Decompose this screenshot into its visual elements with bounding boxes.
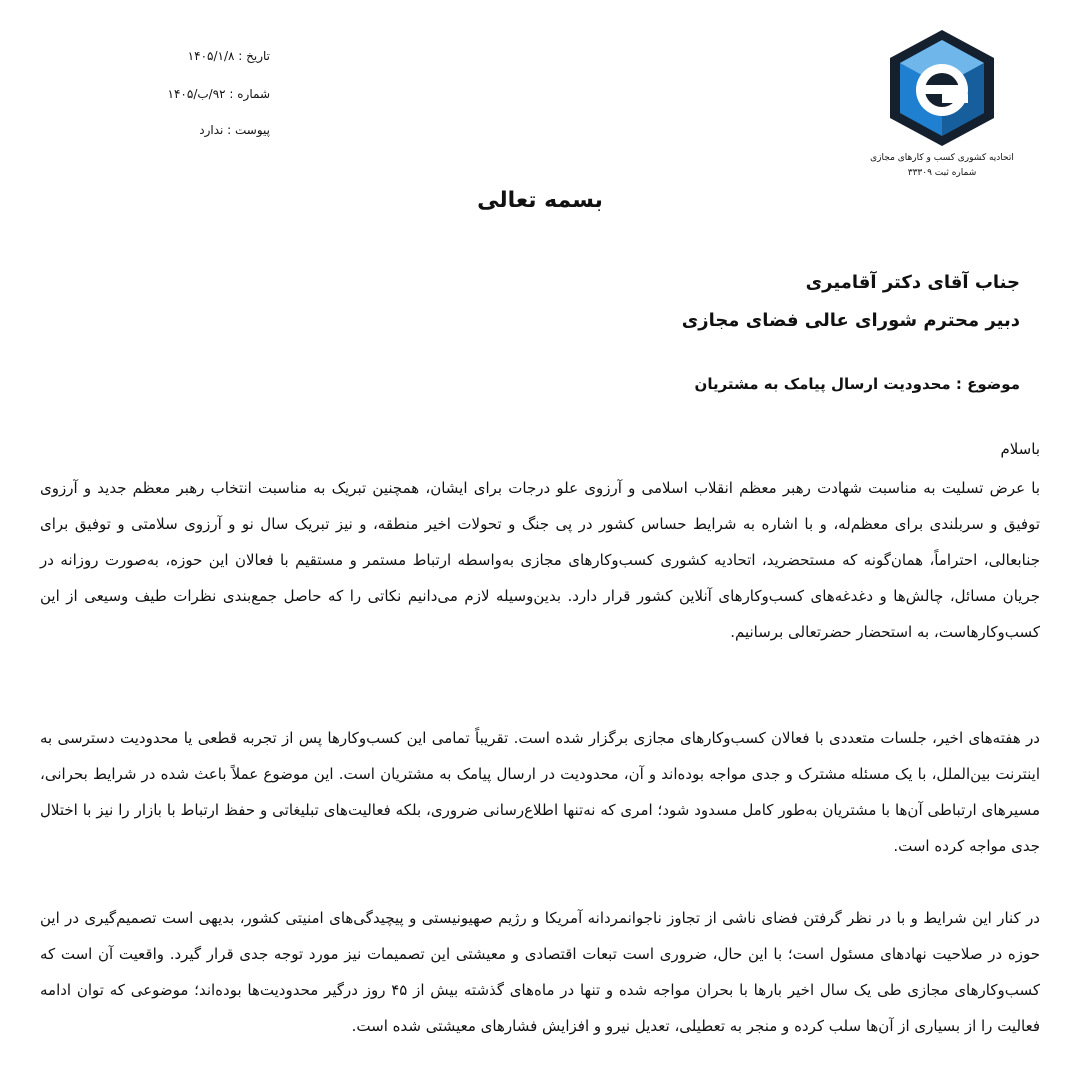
letter-date: تاریخ : ۱۴۰۵/۱/۸: [187, 49, 270, 63]
logo-org-name: اتحادیه کشوری کسب و کارهای مجازی: [870, 153, 1014, 163]
letter-number: شماره : ۹۲/ب/۱۴۰۵: [167, 87, 270, 101]
body-paragraph-1: با عرض تسلیت به مناسبت شهادت رهبر معظم انقلاب اسلامی و آرزوی علو درجات برای ایشان، همچنین تبریک به مناسبت انتخاب رهبر معظم جدید و آرزوی توفیق و سربلندی برای معظم‌له، و با اشاره به شرایط حساس کشور در پی جنگ و تحولات اخیر منطقه، و نیز تبریک سال نو و آرزوی سلامتی و توفیق برای جنابعالی، احتراماً، همان‌گونه که مستحضرید، اتحادیه کشوری کسب‌وکارهای مجازی به‌واسطه ارتباط مستمر و مستقیم با فعالان این حوزه، به‌صورت روزانه در جریان مسائل، چالش‌ها و دغدغه‌های کسب‌وکارهای آنلاین کشور قرار دارد. بدین‌وسیله لازم می‌دانیم نکاتی را که حاصل جمع‌بندی نظرات طیف وسیعی از این کسب‌وکارهاست، به استحضار حضرتعالی برسانیم.: [40, 479, 1040, 641]
union-logo: [862, 26, 1022, 196]
logo-cube-icon: [882, 26, 1002, 148]
body-paragraph-3: در کنار این شرایط و با در نظر گرفتن فضای ناشی از تجاوز ناجوانمردانه آمریکا و رژیم صهیونیستی و پیچیدگی‌های امنیتی کشور، بدیهی است تصمیم‌گیری در این حوزه در صلاحیت نهادهای مسئول است؛ با این حال، ضروری است تبعات اقتصادی و معیشتی این تصمیمات نیز مورد توجه جدی قرار گیرد. واقعیت آن است که کسب‌وکارهای مجازی طی یک سال اخیر بارها با بحران مواجه شده و تنها در ماه‌های گذشته بیش از ۴۵ روز درگیر محدودیت‌ها بوده‌اند؛ موضوعی که توان ادامه فعالیت را از بسیاری از آن‌ها سلب کرده و منجر به تعطیلی، تعدیل نیرو و افزایش فشارهای معیشتی شده است.: [40, 909, 1040, 1035]
recipient-name: جناب آقای دکتر آقامیری: [805, 272, 1020, 293]
body-paragraph-2: در هفته‌های اخیر، جلسات متعددی با فعالان کسب‌وکارهای مجازی برگزار شده است. تقریباً تمامی این کسب‌وکارها پس از تجربه قطعی یا محدودیت دسترسی به اینترنت بین‌الملل، با یک مسئله مشترک و جدی مواجه بوده‌اند و آن، محدودیت در ارسال پیامک به مشتریان است. این موضوع عملاً باعث شده در شرایط بحرانی، مسیرهای ارتباطی آن‌ها با مشتریان به‌طور کامل مسدود شود؛ امری که نه‌تنها اطلاع‌رسانی ضروری، بلکه فعالیت‌های تبلیغاتی و حفظ ارتباط با بازار را نیز با اختلال جدی مواجه کرده است.: [40, 729, 1040, 855]
recipient-title: دبیر محترم شورای عالی فضای مجازی: [681, 310, 1020, 331]
letter-subject: موضوع : محدودیت ارسال پیامک به مشتریان: [694, 375, 1020, 393]
basmala-heading: بسمه تعالی: [477, 188, 603, 213]
letter-attachment: پیوست : ندارد: [199, 123, 270, 137]
greeting: باسلام: [1000, 440, 1040, 458]
logo-reg-number: شماره ثبت ۳۳۳۰۹: [907, 168, 977, 178]
